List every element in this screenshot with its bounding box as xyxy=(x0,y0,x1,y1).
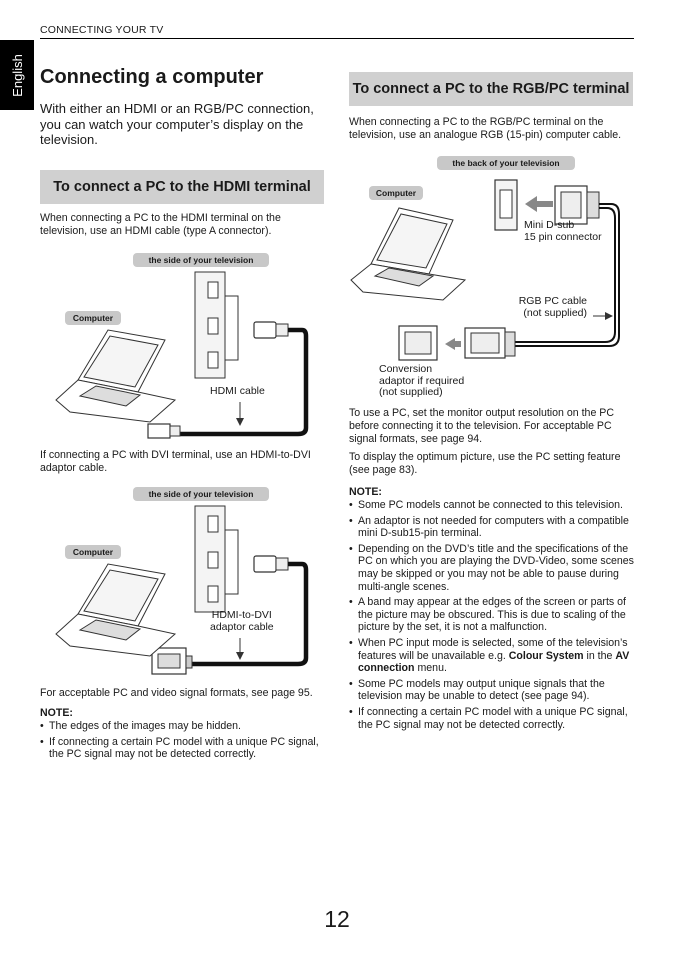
running-header: CONNECTING YOUR TV xyxy=(40,24,164,36)
rgb-section-heading xyxy=(349,72,633,106)
rgb-section-heading-text: To connect a PC to the RGB/PC terminal xyxy=(352,81,630,97)
header-rule xyxy=(40,38,634,39)
conversion-label-line1: Conversion xyxy=(379,363,433,375)
rgb-cable-label-line2: (not supplied) xyxy=(523,306,587,319)
dvi-cable-label xyxy=(210,610,274,633)
dvi-diagram xyxy=(40,484,330,684)
computer-label: Computer xyxy=(65,311,121,325)
rgb-body-text: When connecting a PC to the RGB/PC terminal on the television, use an analogue RGB (15-pin) computer cable. xyxy=(349,116,622,142)
rgb-cable-label xyxy=(513,296,587,319)
rgb-computer-label: Computer xyxy=(369,186,423,200)
minidsub-label-line2: 15 pin connector xyxy=(524,230,602,243)
list-item: • If connecting a certain PC model with a unique PC signal, the PC signal may not be detected correctly. xyxy=(40,736,322,761)
page-title: Connecting a computer xyxy=(40,66,264,88)
rgb-note-label: NOTE: xyxy=(349,486,382,498)
hdmi-section-heading-text: To connect a PC to the HDMI terminal xyxy=(53,179,311,195)
hdmi-diagram xyxy=(40,250,330,445)
dvi-cable-label-line1: HDMI-to-DVI xyxy=(211,609,272,621)
dvi-text: If connecting a PC with DVI terminal, use an HDMI-to-DVI adaptor cable. xyxy=(40,449,311,475)
note5-mid: in the xyxy=(583,649,616,662)
hdmi-notes-list xyxy=(40,720,322,764)
list-item: • The edges of the images may be hidden. xyxy=(40,720,322,733)
dvi-cable-label-line2: adaptor cable xyxy=(210,620,274,633)
conversion-adaptor-label xyxy=(379,364,464,399)
rgb-para-1: To use a PC, set the monitor output resolution on the PC before connecting it to the television. For acceptable PC signal formats, see page 94. xyxy=(349,407,614,446)
note5-end: menu. xyxy=(414,662,447,675)
conversion-label-line2: adaptor if required xyxy=(379,374,465,387)
list-item: • A band may appear at the edges of the screen or parts of the picture may be obscured. This is due to scaling of the picture by the set, it is not a malfunction. xyxy=(349,596,634,634)
page-number: 12 xyxy=(324,906,350,932)
note5-bold-av-connection: AV connection xyxy=(358,649,630,675)
intro-text: With either an HDMI or an RGB/PC connection, you can watch your computer’s display on the television. xyxy=(40,101,314,147)
note5-text: When PC input mode is selected, some of the television’s features will be unavailable e.g. xyxy=(358,636,628,662)
hdmi-note-label: NOTE: xyxy=(40,707,73,719)
computer-label-2: Computer xyxy=(65,545,121,559)
rgb-cable-label-line1: RGB PC cable xyxy=(518,295,587,307)
minidsub-label-line1: Mini D-sub xyxy=(524,219,575,231)
list-item xyxy=(349,637,634,675)
tv-side-label-2: the side of your television xyxy=(133,487,269,501)
rgb-notes-list xyxy=(349,499,634,734)
list-item: • Some PC models may output unique signals that the television may be unable to detect (see page 94). xyxy=(349,678,634,703)
list-item: • Depending on the DVD’s title and the specifications of the PC on which you are playing the DVD-Video, some scenes may be skipped or you may not be able to pause during multi-angle scenes. xyxy=(349,543,634,593)
language-tab xyxy=(0,40,34,110)
rgb-para-2: To display the optimum picture, use the PC setting feature (see page 83). xyxy=(349,451,621,477)
hdmi-diagram-graphic xyxy=(40,250,330,445)
hdmi-body-text: When connecting a PC to the HDMI terminal on the television, use an HDMI cable (type A connector). xyxy=(40,212,281,238)
conversion-label-line3: (not supplied) xyxy=(379,386,443,398)
formats-text: For acceptable PC and video signal formats, see page 95. xyxy=(40,687,313,699)
tv-side-label: the side of your television xyxy=(133,253,269,267)
list-item: • An adaptor is not needed for computers with a compatible mini D-sub15-pin terminal. xyxy=(349,515,634,540)
rgb-diagram xyxy=(349,152,639,402)
hdmi-cable-label: HDMI cable xyxy=(210,385,265,397)
list-item: • If connecting a certain PC model with a unique PC signal, the PC signal may not be detected correctly. xyxy=(349,706,634,731)
minidsub-label xyxy=(524,220,602,243)
dvi-diagram-graphic xyxy=(40,484,330,684)
tv-back-label: the back of your television xyxy=(437,156,575,170)
hdmi-section-heading xyxy=(40,170,324,204)
note5-bold-colour-system: Colour System xyxy=(508,649,584,662)
language-tab-label: English xyxy=(9,53,25,97)
list-item: • Some PC models cannot be connected to this television. xyxy=(349,499,634,512)
